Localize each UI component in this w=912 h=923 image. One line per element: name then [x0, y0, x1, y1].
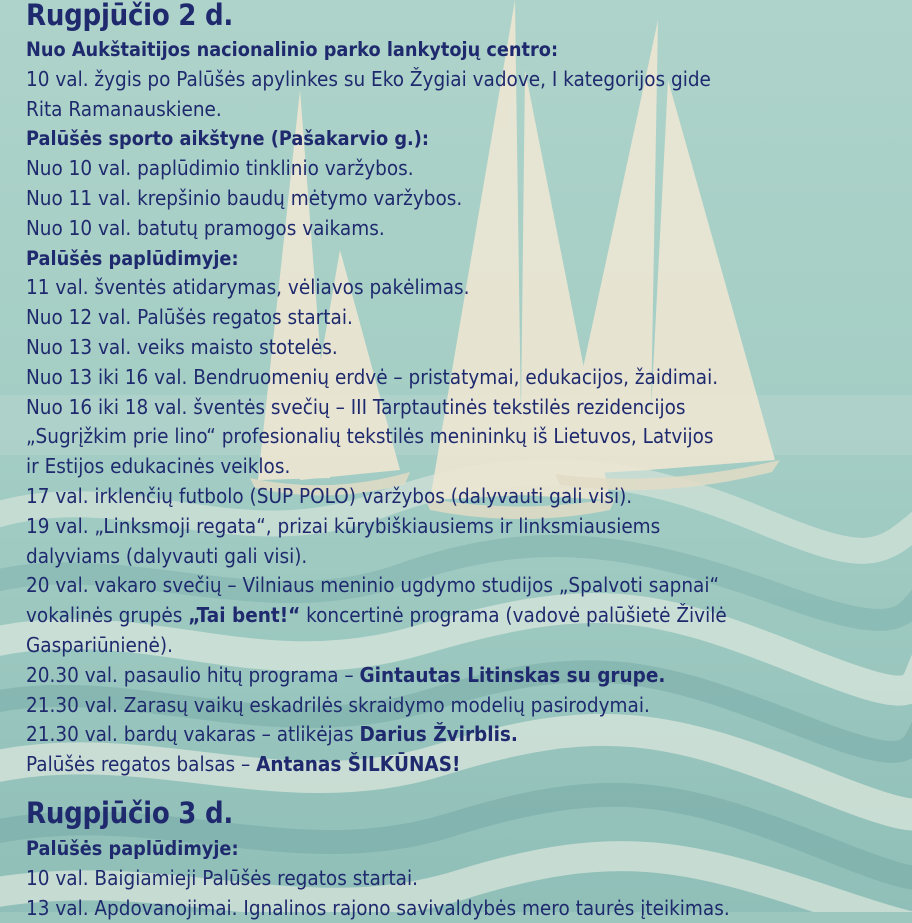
line-text: 20.30 val. pasaulio hitų programa – — [26, 662, 360, 687]
schedule-line: ir Estijos edukacinės veiklos. — [26, 454, 291, 479]
schedule-line: 10 val. Baigiamieji Palūšės regatos startai. — [26, 865, 418, 890]
schedule-line: Rita Ramanauskiene. — [26, 96, 222, 121]
section-heading: Palūšės paplūdimyje: — [26, 837, 239, 860]
schedule-line: 10 val. žygis po Palūšės apylinkes su Eko Žygiai vadove, I kategorijos gide — [26, 66, 711, 91]
schedule-line — [26, 750, 460, 780]
line-text: 21.30 val. bardų vakaras – atlikėjas — [26, 722, 360, 747]
schedule-line: 17 val. irklenčių futbolo (SUP POLO) varžybos (dalyvauti gali visi). — [26, 484, 633, 508]
schedule-line: 21.30 val. Zarasų vaikų eskadrilės skraidymo modelių pasirodymai. — [26, 692, 650, 717]
schedule-line: Nuo 12 val. Palūšės regatos startai. — [26, 305, 353, 330]
performer-name: Gintautas Litinskas su grupe. — [359, 662, 666, 687]
schedule-line: Gaspariūnienė). — [26, 633, 173, 657]
section-heading: Nuo Aukštaitijos nacionalinio parko lankytojų centro: — [26, 38, 559, 61]
schedule-line: 13 val. Apdovanojimai. Ignalinos rajono savivaldybės mero taurės įteikimas. — [26, 895, 730, 920]
schedule-line: „Sugrįžkim prie lino“ profesionalių tekstilės menininkų iš Lietuvos, Latvijos — [26, 424, 714, 449]
performer-name: Antanas ŠILKŪNAS! — [256, 752, 461, 777]
performer-name: „Tai bent!“ — [188, 603, 301, 628]
schedule-line: Nuo 16 iki 18 val. šventės svečių – III Tarptautinės tekstilės rezidencijos — [26, 394, 686, 419]
schedule-line: Nuo 10 val. paplūdimio tinklinio varžybos. — [26, 156, 414, 181]
schedule-line — [26, 720, 518, 750]
day1-title: Rugpjūčio 2 d. — [26, 0, 234, 32]
schedule-line: Nuo 10 val. batutų pramogos vaikams. — [26, 215, 385, 240]
schedule-line: Nuo 13 iki 16 val. Bendruomenių erdvė – pristatymai, edukacijos, žaidimai. — [26, 364, 719, 389]
line-text: Palūšės regatos balsas – — [26, 752, 257, 777]
day2-title: Rugpjūčio 3 d. — [26, 796, 234, 830]
section-heading: Palūšės sporto aikštyne (Pašakarvio g.): — [26, 127, 429, 151]
schedule-line: dalyviams (dalyvauti gali visi). — [26, 543, 308, 568]
performer-name: Darius Žvirblis. — [359, 722, 518, 747]
schedule-line — [26, 661, 665, 691]
line-text: vokalinės grupės — [26, 603, 189, 628]
schedule-line: 19 val. „Linksmoji regata“, prizai kūrybiškiausiems ir linksmiausiems — [26, 513, 661, 538]
schedule-line — [26, 601, 727, 631]
schedule-line: Nuo 11 val. krepšinio baudų mėtymo varžybos. — [26, 186, 463, 210]
schedule-line: Nuo 13 val. veiks maisto stotelės. — [26, 335, 338, 359]
schedule-line: 20 val. vakaro svečių – Vilniaus meninio ugdymo studijos „Spalvoti sapnai“ — [26, 573, 720, 598]
line-text: koncertinė programa (vadovė palūšietė Živilė — [300, 603, 727, 628]
schedule-line: 11 val. šventės atidarymas, vėliavos pakėlimas. — [26, 275, 470, 300]
section-heading: Palūšės paplūdimyje: — [26, 246, 239, 270]
